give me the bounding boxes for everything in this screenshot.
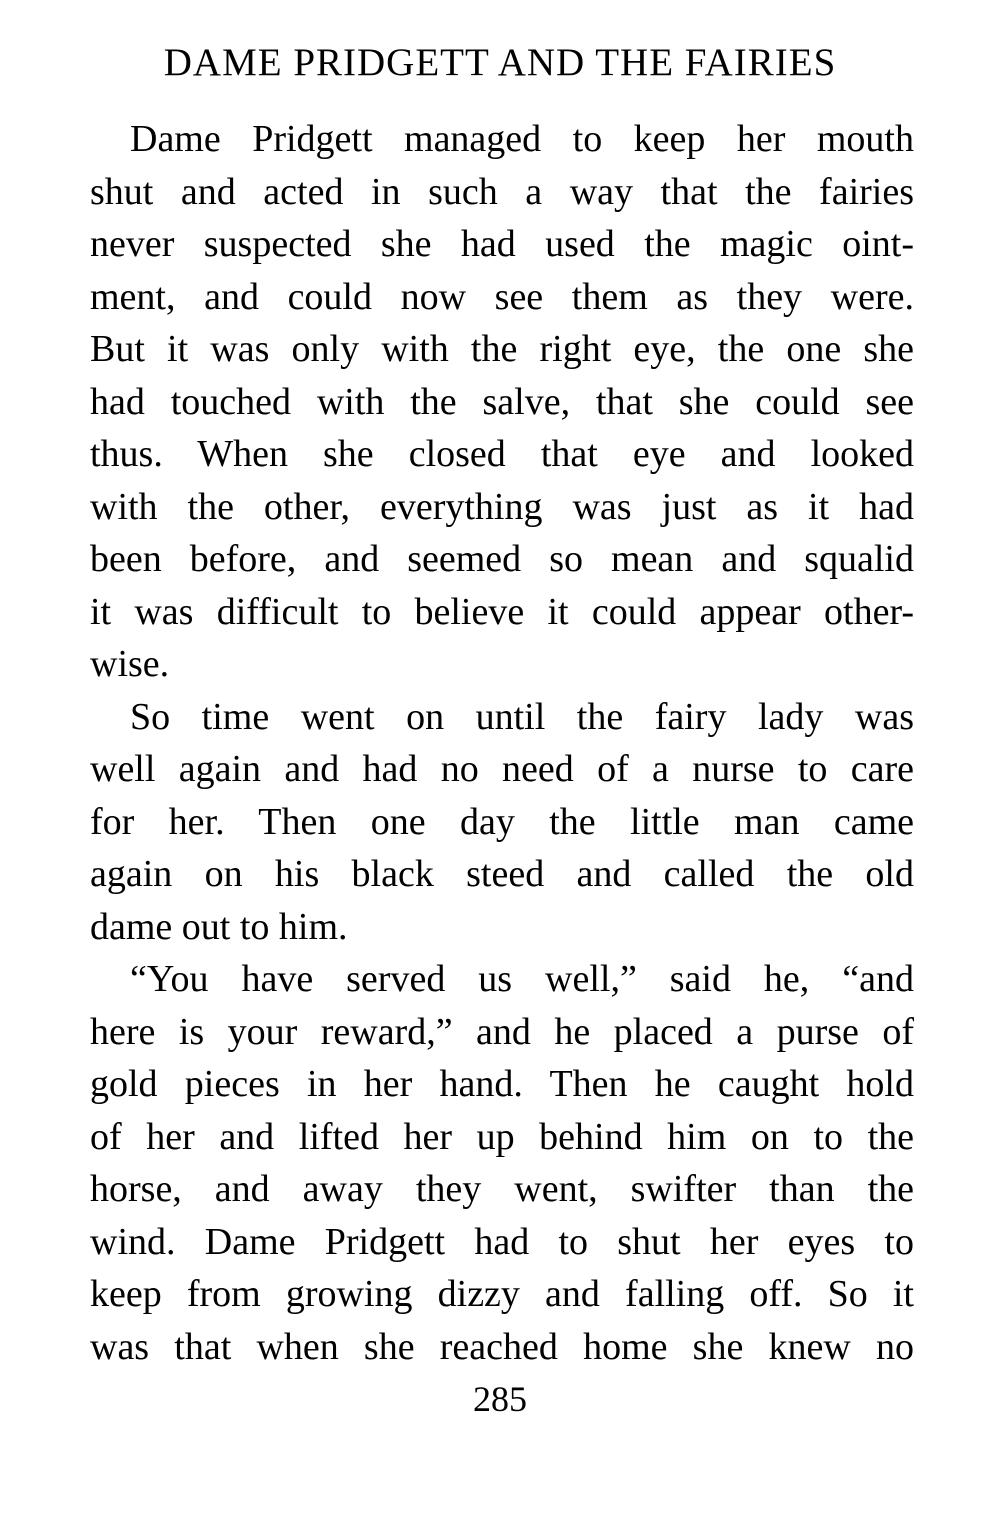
text-line: dame out to him. (90, 905, 348, 948)
text-line: shut and acted in such a way that the fairies (90, 170, 914, 213)
text-line: with the other, everything was just as it had (90, 485, 914, 528)
text-line: again on his black steed and called the old (90, 853, 914, 895)
text-line: gold pieces in her hand. Then he caught hold (90, 1063, 914, 1105)
text-line: wind. Dame Pridgett had to shut her eyes to (90, 1220, 914, 1263)
text-line: But it was only with the right eye, the one she (90, 328, 914, 370)
text-line: thus. When she closed that eye and looked (90, 433, 914, 475)
text-line: here is your reward,” and he placed a purse of (90, 1010, 914, 1053)
text-line: it was difficult to believe it could appear other- (90, 590, 914, 633)
running-head: DAME PRIDGETT AND THE FAIRIES (163, 41, 837, 84)
page-number: 285 (473, 1379, 527, 1419)
text-line: ment, and could now see them as they were. (90, 275, 914, 318)
text-line: never suspected she had used the magic oint- (90, 223, 914, 265)
text-line: “You have served us well,” said he, “and (130, 958, 914, 1000)
text-line: wise. (90, 643, 170, 685)
text-line: Dame Pridgett managed to keep her mouth (130, 118, 914, 160)
text-line: of her and lifted her up behind him on to the (90, 1115, 914, 1158)
text-line: been before, and seemed so mean and squalid (90, 538, 914, 580)
text-line: well again and had no need of a nurse to care (90, 748, 914, 790)
text-line: had touched with the salve, that she could see (90, 380, 914, 423)
text-line: was that when she reached home she knew no (90, 1325, 914, 1368)
text-line: for her. Then one day the little man came (90, 800, 914, 843)
text-line: horse, and away they went, swifter than the (90, 1168, 914, 1210)
body-text (90, 113, 914, 1373)
text-line: So time went on until the fairy lady was (130, 695, 914, 738)
text-line: keep from growing dizzy and falling off. So it (90, 1273, 914, 1315)
